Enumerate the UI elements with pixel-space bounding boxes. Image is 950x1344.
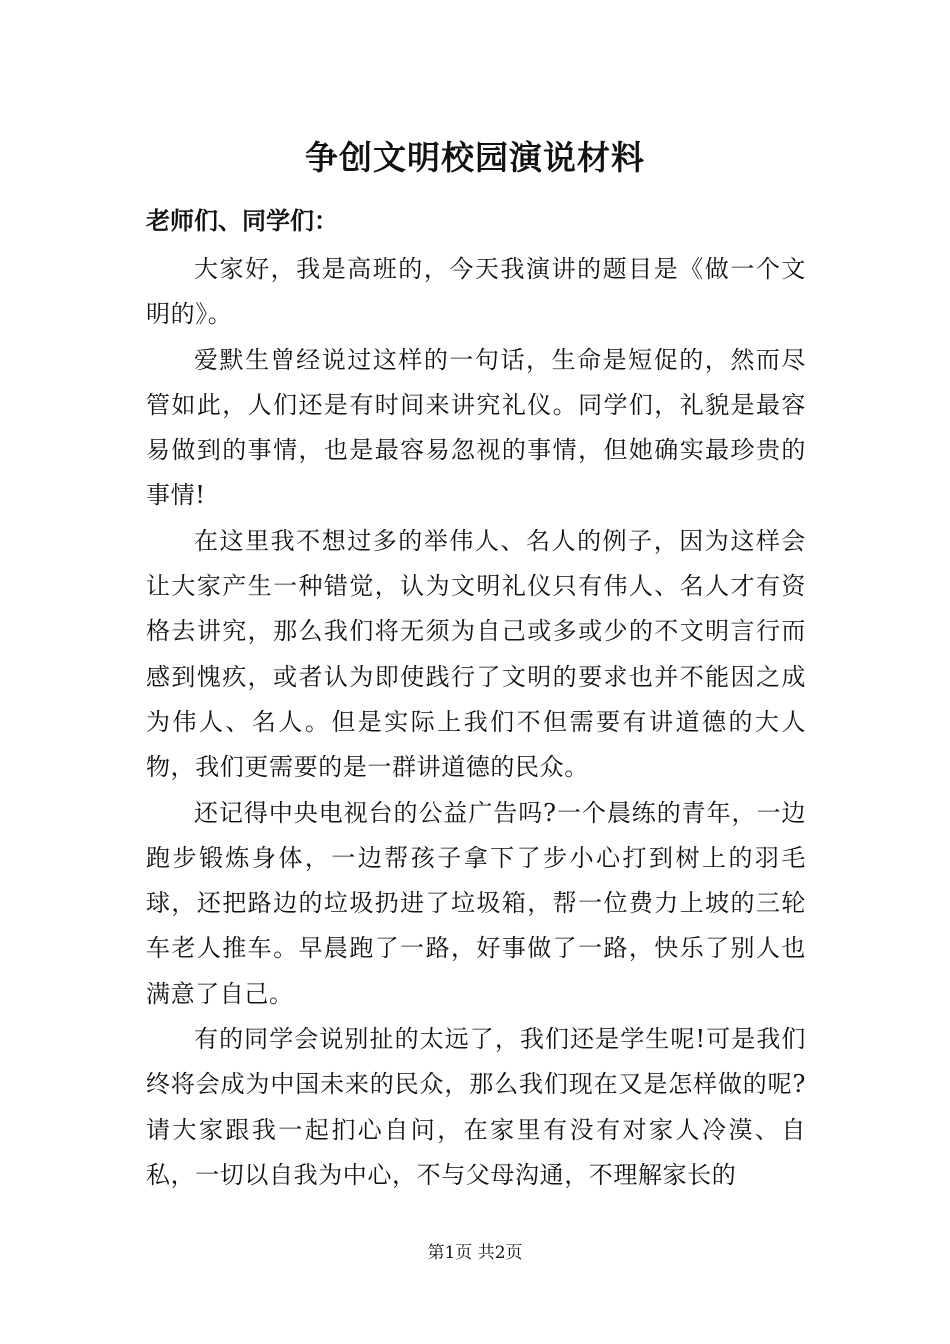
- salutation: 老师们、同学们：: [146, 206, 338, 235]
- paragraph-5: 有的同学会说别扯的太远了，我们还是学生呢!可是我们终将会成为中国未来的民众，那么我们现在又是怎样做的呢?请大家跟我一起扪心自问，在家里有没有对家人冷漠、自私，一切以自我为中心，不与父母沟通，不理解家长的: [146, 1025, 806, 1189]
- paragraph-4: 还记得中央电视台的公益广告吗?一个晨练的青年，一边跑步锻炼身体，一边帮孩子拿下了步小心打到树上的羽毛球，还把路边的垃圾扔进了垃圾箱，帮一位费力上坡的三轮车老人推车。早晨跑了一路，好事做了一路，快乐了别人也满意了自己。: [146, 798, 806, 1008]
- page-footer: 第1页 共2页: [427, 1243, 523, 1263]
- document-body: [146, 247, 806, 1198]
- paragraph-3: 在这里我不想过多的举伟人、名人的例子，因为这样会让大家产生一种错觉，认为文明礼仪只有伟人、名人才有资格去讲究，那么我们将无须为自己或多或少的不文明言行而感到愧疚，或者认为即使践行了文明的要求也并不能因之成为伟人、名人。但是实际上我们不但需要有讲道德的大人物，我们更需要的是一群讲道德的民众。: [146, 526, 806, 782]
- paragraph-1: 大家好，我是高班的，今天我演讲的题目是《做一个文明的》。: [146, 255, 806, 329]
- document-title: 争创文明校园演说材料: [305, 138, 645, 177]
- paragraph-2: 爱默生曾经说过这样的一句话，生命是短促的，然而尽管如此，人们还是有时间来讲究礼仪。同学们，礼貌是最容易做到的事情，也是最容易忽视的事情，但她确实最珍贵的事情!: [146, 345, 806, 510]
